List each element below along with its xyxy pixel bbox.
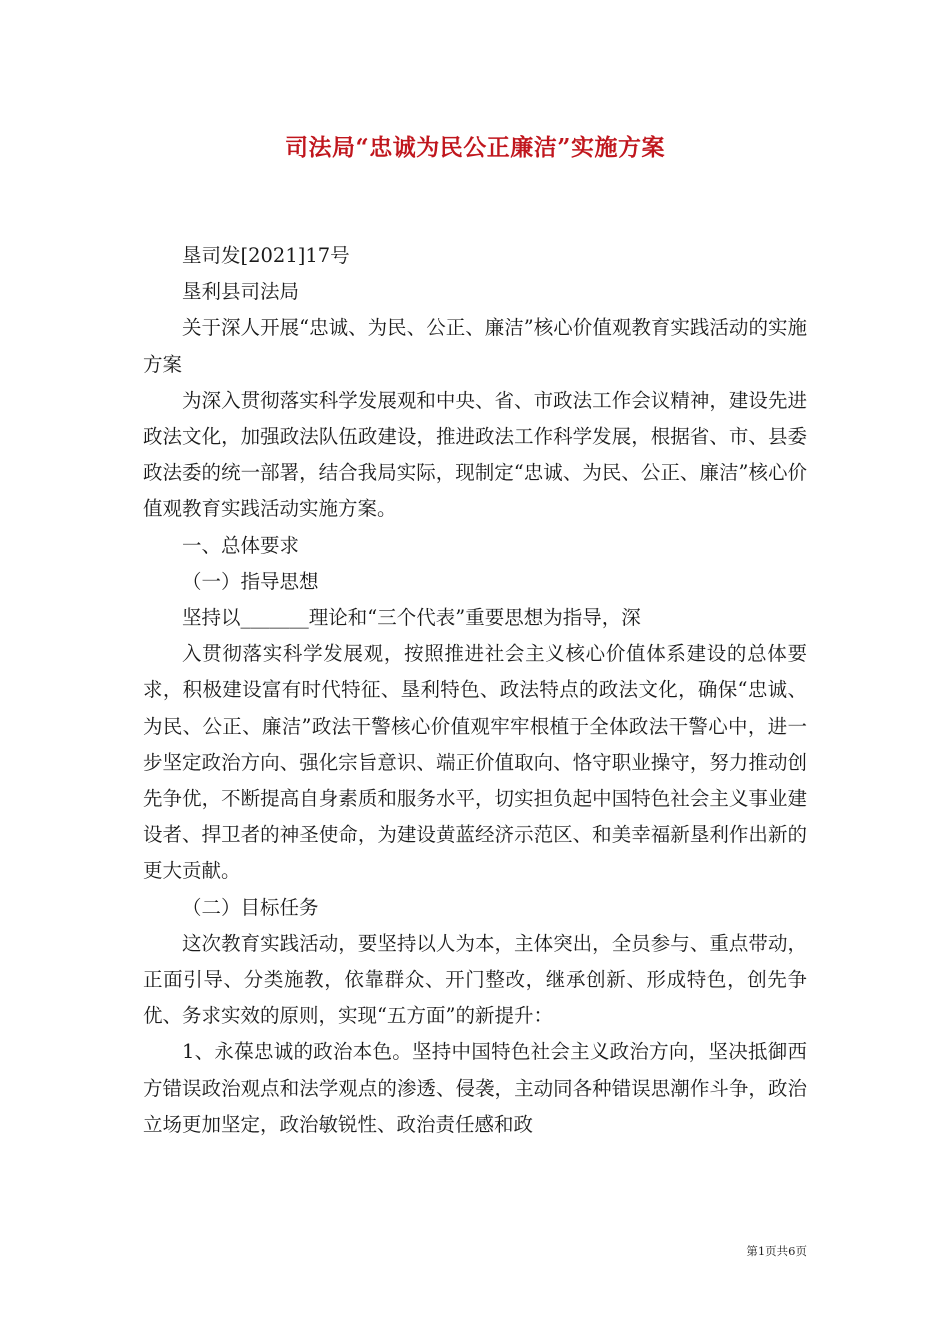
paragraph: 坚持以_______理论和“三个代表”重要思想为指导，深 — [182, 606, 641, 630]
page-number: 第1页共6页 — [746, 1244, 807, 1258]
document-body — [143, 238, 807, 1143]
subsection-heading: （一）指导思想 — [182, 569, 319, 593]
doc-number: 垦司发[2021]17号 — [182, 244, 350, 267]
paragraph: 这次教育实践活动，要坚持以人为本，主体突出，全员参与、重点带动，正面引导、分类施教，依靠群众、开门整改，继承创新、形成特色，创先争优、务求实效的原则，实现“五方面”的新提升： — [143, 931, 807, 1028]
paragraph: 1、永葆忠诚的政治本色。坚持中国特色社会主义政治方向，坚决抵御西方错误政治观点和法学观点的渗透、侵袭，主动同各种错误思潮作斗争，政治立场更加坚定，政治敏锐性、政治责任感和政 — [143, 1040, 807, 1136]
subsection-heading: （二）目标任务 — [182, 895, 319, 919]
issuer: 垦利县司法局 — [182, 280, 300, 304]
subject-line: 关于深人开展“忠诚、为民、公正、廉洁”核心价值观教育实践活动的实施方案 — [143, 316, 807, 376]
section-heading: 一、总体要求 — [182, 533, 300, 557]
paragraph: 入贯彻落实科学发展观，按照推进社会主义核心价值体系建设的总体要求，积极建设富有时代特征、垦利特色、政法特点的政法文化，确保“忠诚、为民、公正、廉洁”政法干警核心价值观牢牢根植于全体政法干警心中，进一步坚定政治方向、强化宗旨意识、端正价值取向、恪守职业操守，努力推动创先争优，不断提高自身素质和服务水平，切实担负起中国特色社会主义事业建设者、捍卫者的神圣使命，为建设黄蓝经济示范区、和美幸福新垦利作出新的更大贡献。 — [143, 642, 807, 883]
paragraph: 为深入贯彻落实科学发展观和中央、省、市政法工作会议精神，建设先进政法文化，加强政法队伍政建设，推进政法工作科学发展，根据省、市、县委政法委的统一部署，结合我局实际，现制定“忠诚、为民、公正、廉洁”核心价值观教育实践活动实施方案。 — [143, 388, 807, 521]
document-title: 司法局“忠诚为民公正廉洁”实施方案 — [285, 134, 665, 161]
